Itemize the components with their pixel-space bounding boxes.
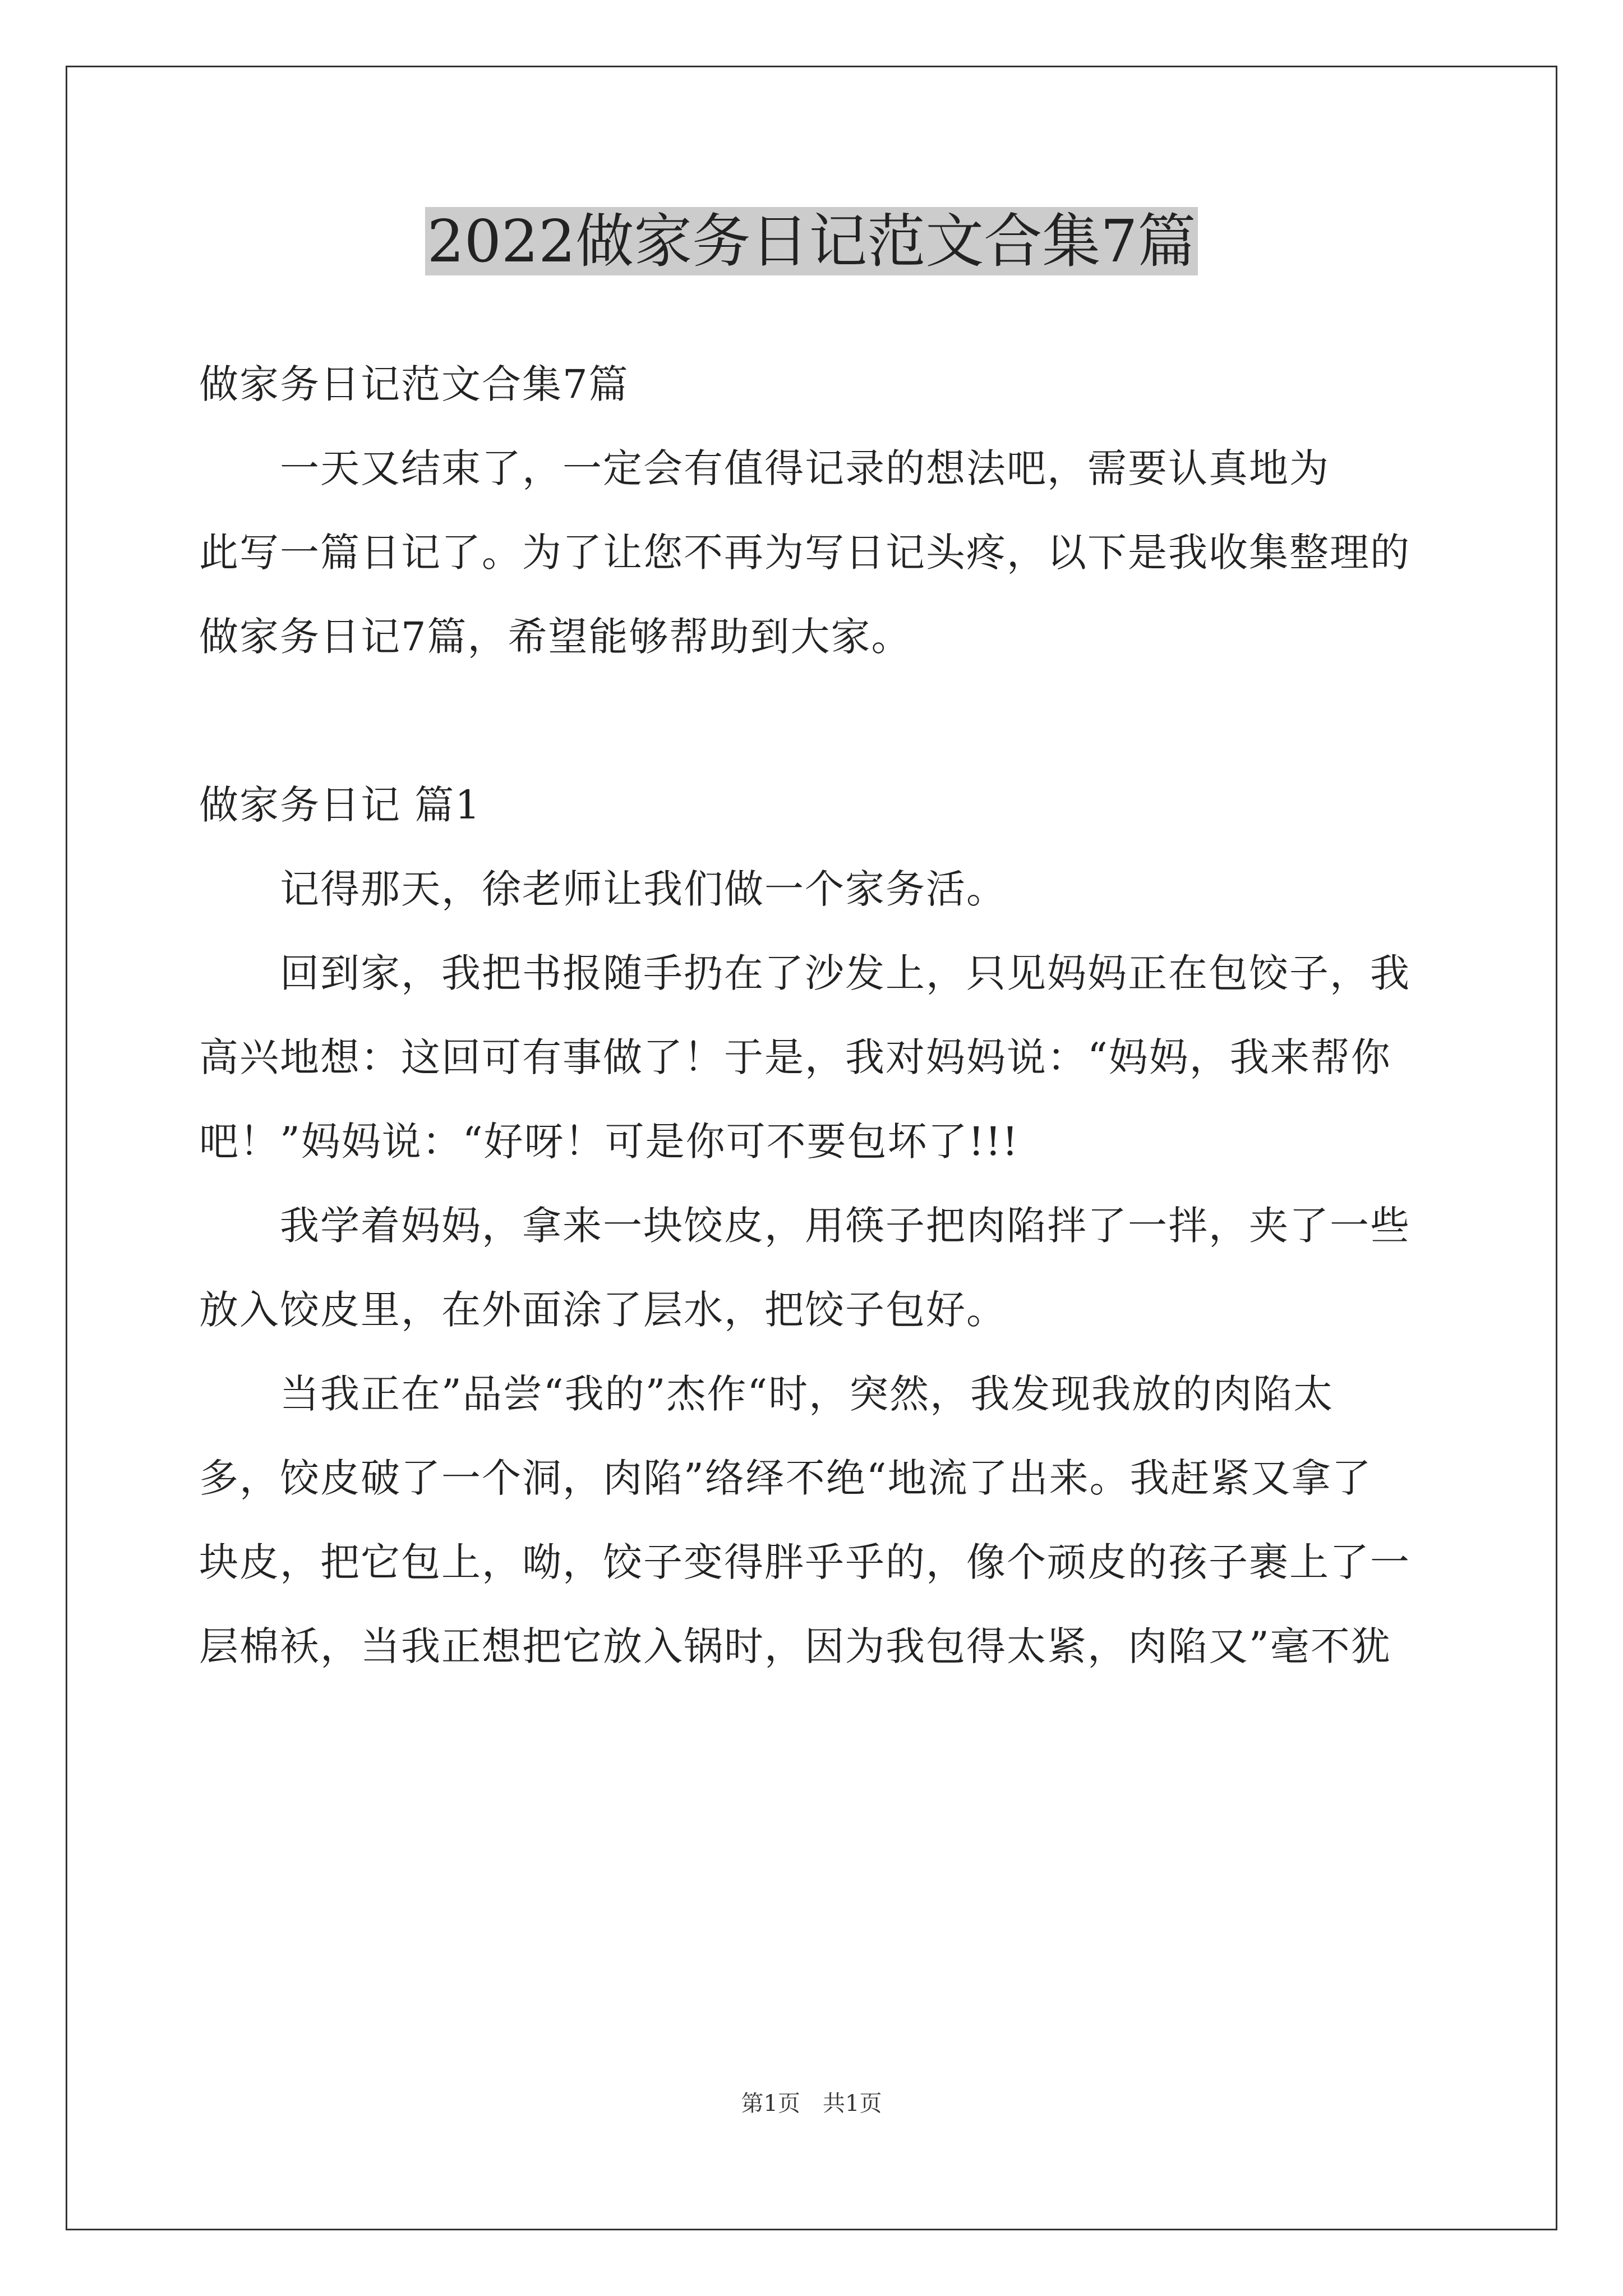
body-line: 记得那天，徐老师让我们做一个家务活。 [199,866,1007,912]
body-line: 我学着妈妈，拿来一块饺皮，用筷子把肉陷拌了一拌，夹了一些 [199,1203,1410,1249]
body-line: 块皮，把它包上，呦，饺子变得胖乎乎的，像个顽皮的孩子裹上了一 [199,1539,1410,1585]
body-line: 当我正在”品尝“我的”杰作“时，突然，我发现我放的肉陷太 [199,1371,1334,1417]
page-footer: 第1页 共1页 [741,2091,882,2116]
document-title [0,199,1623,283]
document-body [199,342,1430,1688]
body-line: 层棉袄，当我正想把它放入锅时，因为我包得太紧，肉陷又”毫不犹 [199,1623,1391,1669]
section-heading: 做家务日记 篇1 [199,782,481,828]
intro-line: 一天又结束了，一定会有值得记录的想法吧，需要认真地为 [199,445,1330,491]
body-line: 多，饺皮破了一个洞，肉陷”络绎不绝“地流了出来。我赶紧又拿了 [199,1455,1372,1501]
document-title-text: 2022做家务日记范文合集7篇 [425,207,1198,275]
body-line: 放入饺皮里，在外面涂了层水，把饺子包好。 [199,1287,1007,1333]
body-line: 高兴地想：这回可有事做了！于是，我对妈妈说：“妈妈，我来帮你 [199,1034,1391,1080]
body-line: 吧！”妈妈说：“好呀！可是你可不要包坏了!!! [199,1119,1019,1165]
body-line: 回到家，我把书报随手扔在了沙发上，只见妈妈正在包饺子，我 [199,950,1410,996]
subtitle: 做家务日记范文合集7篇 [199,361,629,407]
intro-line: 此写一篇日记了。为了让您不再为写日记头疼，以下是我收集整理的 [199,530,1410,576]
intro-line: 做家务日记7篇，希望能够帮助到大家。 [199,614,912,660]
spacer [199,679,1430,763]
